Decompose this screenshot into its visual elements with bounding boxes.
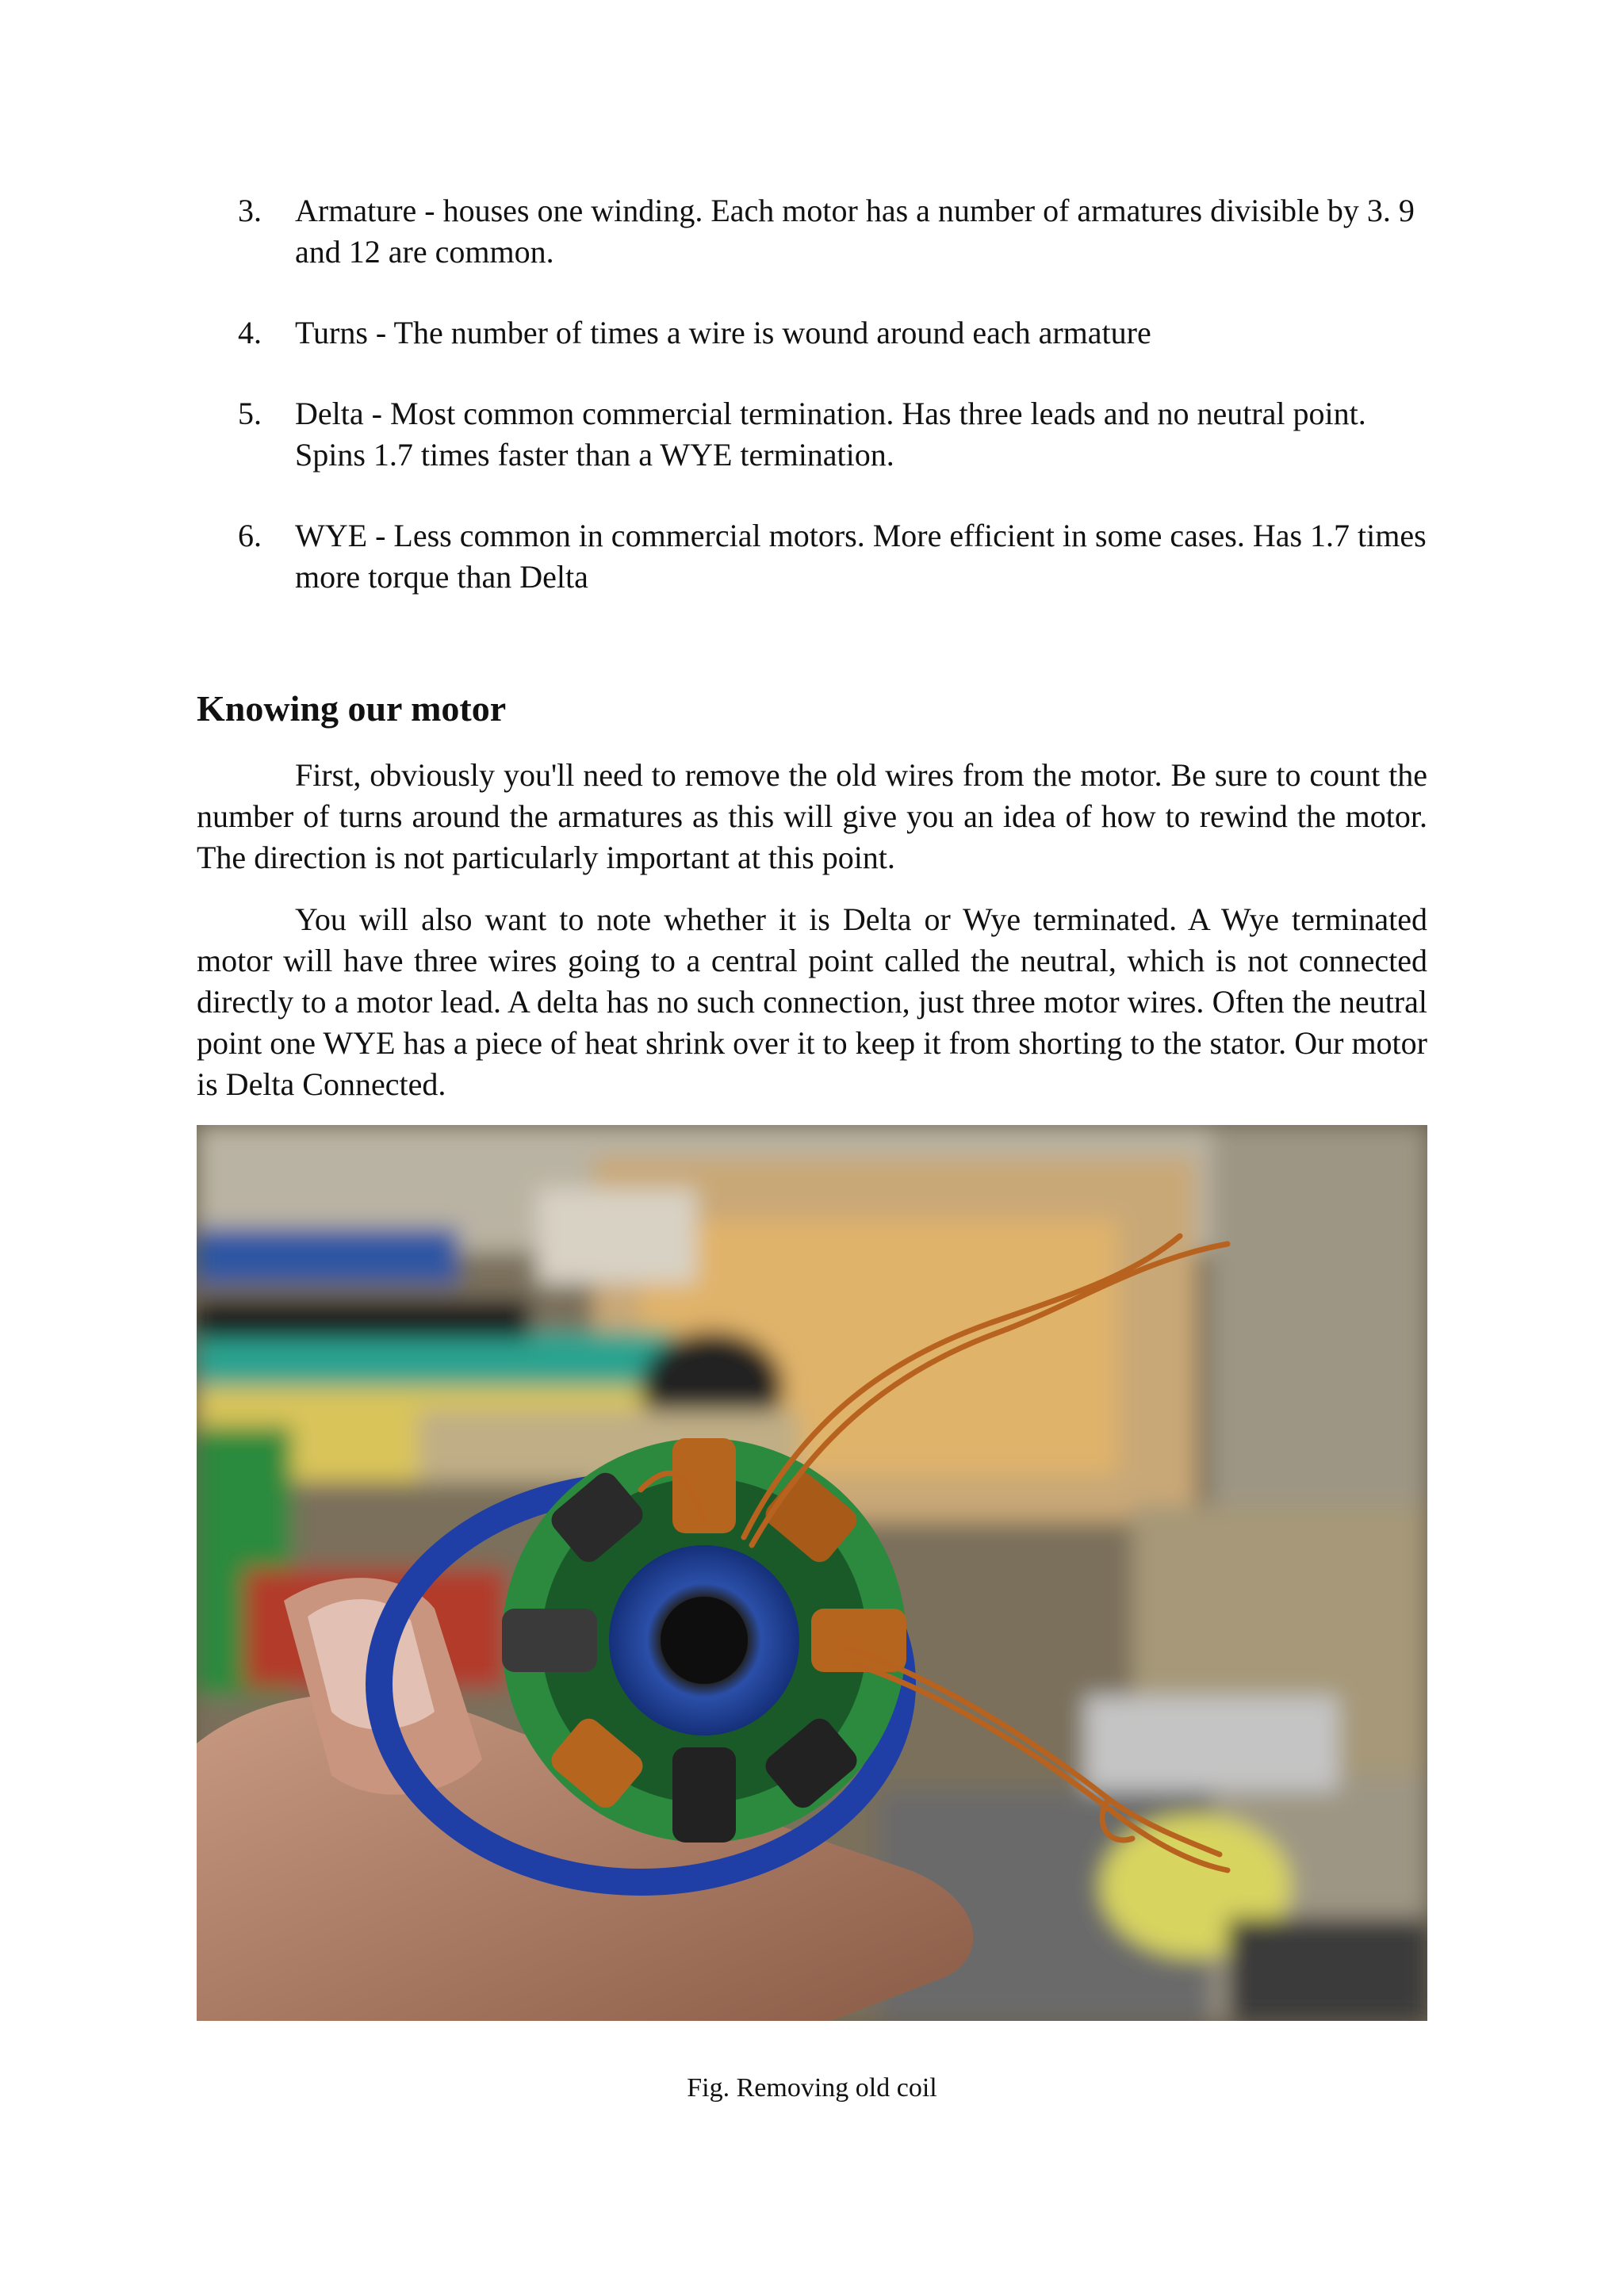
stator-shape [502,1438,906,1843]
list-item-text: Delta - Most common commercial termination. Has three leads and no neutral point. Spins 1.7 times faster than a WYE termination. [295,396,1366,473]
body-paragraph: First, obviously you'll need to remove the old wires from the motor. Be sure to count the number of turns around the armatures as this will give you an idea of how to rewind the motor. The direction is not particularly important at this point. [197,757,1427,875]
body-paragraph: You will also want to note whether it is Delta or Wye terminated. A Wye terminated motor will have three wires going to a central point called the neutral, which is not connected directly to a motor lead. A delta has no such connection, just three motor wires. Often the neutral point one WYE has a piece of heat shrink over it to keep it from shorting to the stator. Our motor is Delta Connected. [197,901,1427,1102]
definition-list [238,190,1427,637]
list-item-text: Turns - The number of times a wire is wound around each armature [295,315,1151,350]
section-heading: Knowing our motor [197,688,507,729]
list-item-text: WYE - Less common in commercial motors. More efficient in some cases. Has 1.7 times more torque than Delta [295,518,1427,595]
list-item-number: 5. [238,396,262,431]
list-item-number: 6. [238,518,262,553]
list-item [238,393,1427,476]
list-item [238,312,1427,354]
list-item-number: 3. [238,193,262,228]
list-item-number: 4. [238,315,262,350]
list-item [238,515,1427,598]
figure-caption: Fig. Removing old coil [687,2073,937,2103]
list-item [238,190,1427,273]
list-item-text: Armature - houses one winding. Each motor has a number of armatures divisible by 3. 9 and 12 are common. [295,193,1415,270]
motor-stator-photo [197,1125,1427,2021]
